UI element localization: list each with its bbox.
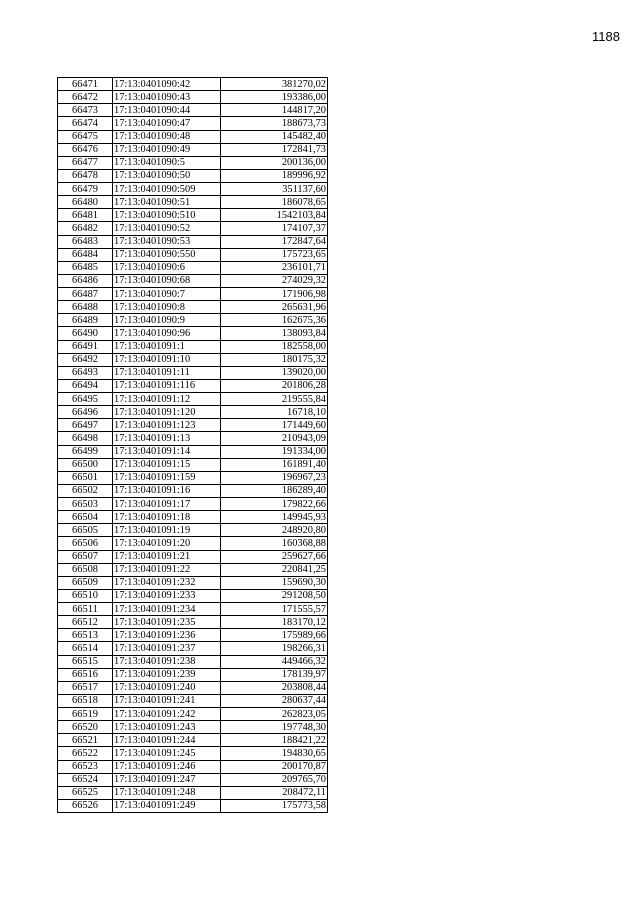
cadastral-value-cell: 208472,11 (221, 786, 328, 799)
cadastral-number-cell: 17:13:0401091:238 (113, 655, 221, 668)
cadastral-number-cell: 17:13:0401091:11 (113, 366, 221, 379)
table-row (58, 222, 328, 235)
table-row (58, 563, 328, 576)
cadastral-number-cell: 17:13:0401091:16 (113, 484, 221, 497)
cadastral-number-cell: 17:13:0401091:20 (113, 537, 221, 550)
table-row (58, 589, 328, 602)
cadastral-value-cell: 262823,05 (221, 708, 328, 721)
cadastral-value-cell: 171906,98 (221, 288, 328, 301)
row-number-cell: 66501 (58, 471, 113, 484)
cadastral-number-cell: 17:13:0401091:247 (113, 773, 221, 786)
table-row (58, 773, 328, 786)
cadastral-value-cell: 171449,60 (221, 419, 328, 432)
row-number-cell: 66474 (58, 117, 113, 130)
row-number-cell: 66507 (58, 550, 113, 563)
cadastral-value-cell: 191334,00 (221, 445, 328, 458)
cadastral-number-cell: 17:13:0401091:239 (113, 668, 221, 681)
row-number-cell: 66522 (58, 747, 113, 760)
cadastral-value-cell: 203808,44 (221, 681, 328, 694)
row-number-cell: 66515 (58, 655, 113, 668)
cadastral-value-cell: 138093,84 (221, 327, 328, 340)
row-number-cell: 66496 (58, 406, 113, 419)
row-number-cell: 66503 (58, 498, 113, 511)
row-number-cell: 66476 (58, 143, 113, 156)
cadastral-number-cell: 17:13:0401090:51 (113, 196, 221, 209)
cadastral-number-cell: 17:13:0401091:240 (113, 681, 221, 694)
row-number-cell: 66492 (58, 353, 113, 366)
cadastral-number-cell: 17:13:0401090:550 (113, 248, 221, 261)
row-number-cell: 66506 (58, 537, 113, 550)
table-row (58, 209, 328, 222)
row-number-cell: 66508 (58, 563, 113, 576)
cadastral-number-cell: 17:13:0401091:14 (113, 445, 221, 458)
cadastral-value-cell: 179822,66 (221, 498, 328, 511)
cadastral-number-cell: 17:13:0401090:509 (113, 183, 221, 196)
table-row (58, 235, 328, 248)
cadastral-value-cell: 175989,66 (221, 629, 328, 642)
cadastral-number-cell: 17:13:0401091:123 (113, 419, 221, 432)
cadastral-value-cell: 193386,00 (221, 91, 328, 104)
cadastral-number-cell: 17:13:0401091:246 (113, 760, 221, 773)
table-row (58, 314, 328, 327)
table-row (58, 261, 328, 274)
cadastral-value-cell: 172841,73 (221, 143, 328, 156)
table-row (58, 760, 328, 773)
cadastral-number-cell: 17:13:0401091:18 (113, 511, 221, 524)
cadastral-value-cell: 171555,57 (221, 603, 328, 616)
table-row (58, 301, 328, 314)
table-row (58, 786, 328, 799)
cadastral-number-cell: 17:13:0401090:7 (113, 288, 221, 301)
table-row (58, 734, 328, 747)
cadastral-number-cell: 17:13:0401091:242 (113, 708, 221, 721)
table-row (58, 655, 328, 668)
cadastral-value-cell: 160368,88 (221, 537, 328, 550)
table-row (58, 248, 328, 261)
row-number-cell: 66482 (58, 222, 113, 235)
cadastral-number-cell: 17:13:0401091:21 (113, 550, 221, 563)
cadastral-number-cell: 17:13:0401090:49 (113, 143, 221, 156)
cadastral-number-cell: 17:13:0401091:1 (113, 340, 221, 353)
table-row (58, 156, 328, 169)
row-number-cell: 66491 (58, 340, 113, 353)
cadastral-value-cell: 178139,97 (221, 668, 328, 681)
cadastral-number-cell: 17:13:0401091:244 (113, 734, 221, 747)
table-row (58, 366, 328, 379)
cadastral-value-cell: 188421,22 (221, 734, 328, 747)
table-row (58, 694, 328, 707)
row-number-cell: 66509 (58, 576, 113, 589)
row-number-cell: 66484 (58, 248, 113, 261)
cadastral-number-cell: 17:13:0401090:48 (113, 130, 221, 143)
table-row (58, 91, 328, 104)
row-number-cell: 66505 (58, 524, 113, 537)
cadastral-number-cell: 17:13:0401091:10 (113, 353, 221, 366)
table-row (58, 419, 328, 432)
cadastral-number-cell: 17:13:0401091:120 (113, 406, 221, 419)
row-number-cell: 66479 (58, 183, 113, 196)
cadastral-value-cell: 197748,30 (221, 721, 328, 734)
cadastral-value-cell: 182558,00 (221, 340, 328, 353)
page-number: 1188 (592, 29, 620, 44)
row-number-cell: 66485 (58, 261, 113, 274)
row-number-cell: 66498 (58, 432, 113, 445)
cadastral-value-cell: 188673,73 (221, 117, 328, 130)
row-number-cell: 66514 (58, 642, 113, 655)
table-row (58, 511, 328, 524)
row-number-cell: 66511 (58, 603, 113, 616)
cadastral-value-cell: 220841,25 (221, 563, 328, 576)
row-number-cell: 66481 (58, 209, 113, 222)
cadastral-number-cell: 17:13:0401090:510 (113, 209, 221, 222)
cadastral-number-cell: 17:13:0401091:159 (113, 471, 221, 484)
cadastral-number-cell: 17:13:0401091:249 (113, 799, 221, 812)
cadastral-number-cell: 17:13:0401091:235 (113, 616, 221, 629)
table-row (58, 629, 328, 642)
cadastral-number-cell: 17:13:0401091:116 (113, 379, 221, 392)
row-number-cell: 66483 (58, 235, 113, 248)
cadastral-number-cell: 17:13:0401090:44 (113, 104, 221, 117)
cadastral-number-cell: 17:13:0401091:12 (113, 393, 221, 406)
cadastral-value-cell: 194830,65 (221, 747, 328, 760)
cadastral-value-cell: 16718,10 (221, 406, 328, 419)
cadastral-number-cell: 17:13:0401091:22 (113, 563, 221, 576)
cadastral-value-cell: 149945,93 (221, 511, 328, 524)
cadastral-value-cell: 280637,44 (221, 694, 328, 707)
table-row (58, 445, 328, 458)
row-number-cell: 66490 (58, 327, 113, 340)
cadastral-number-cell: 17:13:0401091:19 (113, 524, 221, 537)
row-number-cell: 66477 (58, 156, 113, 169)
cadastral-number-cell: 17:13:0401091:243 (113, 721, 221, 734)
row-number-cell: 66499 (58, 445, 113, 458)
cadastral-value-cell: 144817,20 (221, 104, 328, 117)
table-row (58, 117, 328, 130)
cadastral-number-cell: 17:13:0401090:47 (113, 117, 221, 130)
table-row (58, 393, 328, 406)
cadastral-value-cell: 162675,36 (221, 314, 328, 327)
cadastral-value-cell: 201806,28 (221, 379, 328, 392)
cadastral-number-cell: 17:13:0401091:245 (113, 747, 221, 760)
row-number-cell: 66519 (58, 708, 113, 721)
table-row (58, 340, 328, 353)
table-row (58, 78, 328, 91)
cadastral-number-cell: 17:13:0401090:5 (113, 156, 221, 169)
cadastral-number-cell: 17:13:0401091:234 (113, 603, 221, 616)
row-number-cell: 66521 (58, 734, 113, 747)
cadastral-value-cell: 145482,40 (221, 130, 328, 143)
row-number-cell: 66524 (58, 773, 113, 786)
table-row (58, 668, 328, 681)
cadastral-number-cell: 17:13:0401091:236 (113, 629, 221, 642)
row-number-cell: 66520 (58, 721, 113, 734)
cadastral-number-cell: 17:13:0401091:17 (113, 498, 221, 511)
row-number-cell: 66517 (58, 681, 113, 694)
cadastral-value-cell: 175773,58 (221, 799, 328, 812)
cadastral-value-cell: 196967,23 (221, 471, 328, 484)
row-number-cell: 66497 (58, 419, 113, 432)
cadastral-value-cell: 209765,70 (221, 773, 328, 786)
cadastral-number-cell: 17:13:0401090:50 (113, 169, 221, 182)
cadastral-number-cell: 17:13:0401091:15 (113, 458, 221, 471)
cadastral-value-cell: 265631,96 (221, 301, 328, 314)
table-row (58, 799, 328, 812)
cadastral-value-cell: 248920,80 (221, 524, 328, 537)
table-row (58, 616, 328, 629)
table-row (58, 576, 328, 589)
row-number-cell: 66480 (58, 196, 113, 209)
table-row (58, 327, 328, 340)
cadastral-value-cell: 291208,50 (221, 589, 328, 602)
cadastral-value-cell: 200136,00 (221, 156, 328, 169)
table-row (58, 130, 328, 143)
row-number-cell: 66523 (58, 760, 113, 773)
row-number-cell: 66513 (58, 629, 113, 642)
cadastral-value-table (57, 77, 328, 813)
row-number-cell: 66475 (58, 130, 113, 143)
table-row (58, 288, 328, 301)
row-number-cell: 66526 (58, 799, 113, 812)
cadastral-value-cell: 186078,65 (221, 196, 328, 209)
row-number-cell: 66525 (58, 786, 113, 799)
row-number-cell: 66489 (58, 314, 113, 327)
table-row (58, 169, 328, 182)
cadastral-number-cell: 17:13:0401090:6 (113, 261, 221, 274)
row-number-cell: 66512 (58, 616, 113, 629)
table-row (58, 537, 328, 550)
cadastral-number-cell: 17:13:0401090:42 (113, 78, 221, 91)
row-number-cell: 66510 (58, 589, 113, 602)
cadastral-number-cell: 17:13:0401091:237 (113, 642, 221, 655)
table-row (58, 183, 328, 196)
cadastral-value-cell: 274029,32 (221, 274, 328, 287)
table-row (58, 406, 328, 419)
row-number-cell: 66472 (58, 91, 113, 104)
cadastral-value-cell: 139020,00 (221, 366, 328, 379)
table-row (58, 143, 328, 156)
table-row (58, 432, 328, 445)
cadastral-number-cell: 17:13:0401091:233 (113, 589, 221, 602)
table-row (58, 274, 328, 287)
row-number-cell: 66494 (58, 379, 113, 392)
table-row (58, 681, 328, 694)
cadastral-number-cell: 17:13:0401091:241 (113, 694, 221, 707)
table-row (58, 379, 328, 392)
cadastral-number-cell: 17:13:0401090:8 (113, 301, 221, 314)
row-number-cell: 66516 (58, 668, 113, 681)
row-number-cell: 66518 (58, 694, 113, 707)
cadastral-number-cell: 17:13:0401091:232 (113, 576, 221, 589)
row-number-cell: 66493 (58, 366, 113, 379)
cadastral-value-cell: 183170,12 (221, 616, 328, 629)
cadastral-value-cell: 189996,92 (221, 169, 328, 182)
row-number-cell: 66486 (58, 274, 113, 287)
table-row (58, 196, 328, 209)
row-number-cell: 66471 (58, 78, 113, 91)
table-body (58, 78, 328, 813)
row-number-cell: 66473 (58, 104, 113, 117)
cadastral-value-cell: 175723,65 (221, 248, 328, 261)
cadastral-value-cell: 259627,66 (221, 550, 328, 563)
row-number-cell: 66495 (58, 393, 113, 406)
table-row (58, 104, 328, 117)
row-number-cell: 66502 (58, 484, 113, 497)
cadastral-value-cell: 180175,32 (221, 353, 328, 366)
cadastral-value-cell: 172847,64 (221, 235, 328, 248)
cadastral-value-cell: 200170,87 (221, 760, 328, 773)
cadastral-value-cell: 236101,71 (221, 261, 328, 274)
row-number-cell: 66478 (58, 169, 113, 182)
table-row (58, 708, 328, 721)
table-row (58, 498, 328, 511)
table-row (58, 484, 328, 497)
cadastral-value-cell: 210943,09 (221, 432, 328, 445)
table-row (58, 642, 328, 655)
row-number-cell: 66487 (58, 288, 113, 301)
cadastral-number-cell: 17:13:0401090:9 (113, 314, 221, 327)
cadastral-value-cell: 186289,40 (221, 484, 328, 497)
table-row (58, 524, 328, 537)
cadastral-number-cell: 17:13:0401091:248 (113, 786, 221, 799)
cadastral-number-cell: 17:13:0401090:52 (113, 222, 221, 235)
table-row (58, 353, 328, 366)
cadastral-number-cell: 17:13:0401090:53 (113, 235, 221, 248)
cadastral-value-cell: 219555,84 (221, 393, 328, 406)
cadastral-value-cell: 449466,32 (221, 655, 328, 668)
row-number-cell: 66500 (58, 458, 113, 471)
row-number-cell: 66488 (58, 301, 113, 314)
cadastral-number-cell: 17:13:0401090:43 (113, 91, 221, 104)
table-row (58, 721, 328, 734)
cadastral-value-cell: 381270,02 (221, 78, 328, 91)
cadastral-value-cell: 174107,37 (221, 222, 328, 235)
cadastral-value-cell: 1542103,84 (221, 209, 328, 222)
cadastral-number-cell: 17:13:0401090:68 (113, 274, 221, 287)
table-row (58, 603, 328, 616)
cadastral-value-cell: 351137,60 (221, 183, 328, 196)
table-row (58, 458, 328, 471)
row-number-cell: 66504 (58, 511, 113, 524)
table-row (58, 471, 328, 484)
cadastral-value-cell: 161891,40 (221, 458, 328, 471)
cadastral-number-cell: 17:13:0401090:96 (113, 327, 221, 340)
cadastral-number-cell: 17:13:0401091:13 (113, 432, 221, 445)
table-row (58, 747, 328, 760)
cadastral-value-cell: 198266,31 (221, 642, 328, 655)
cadastral-value-cell: 159690,30 (221, 576, 328, 589)
table-row (58, 550, 328, 563)
